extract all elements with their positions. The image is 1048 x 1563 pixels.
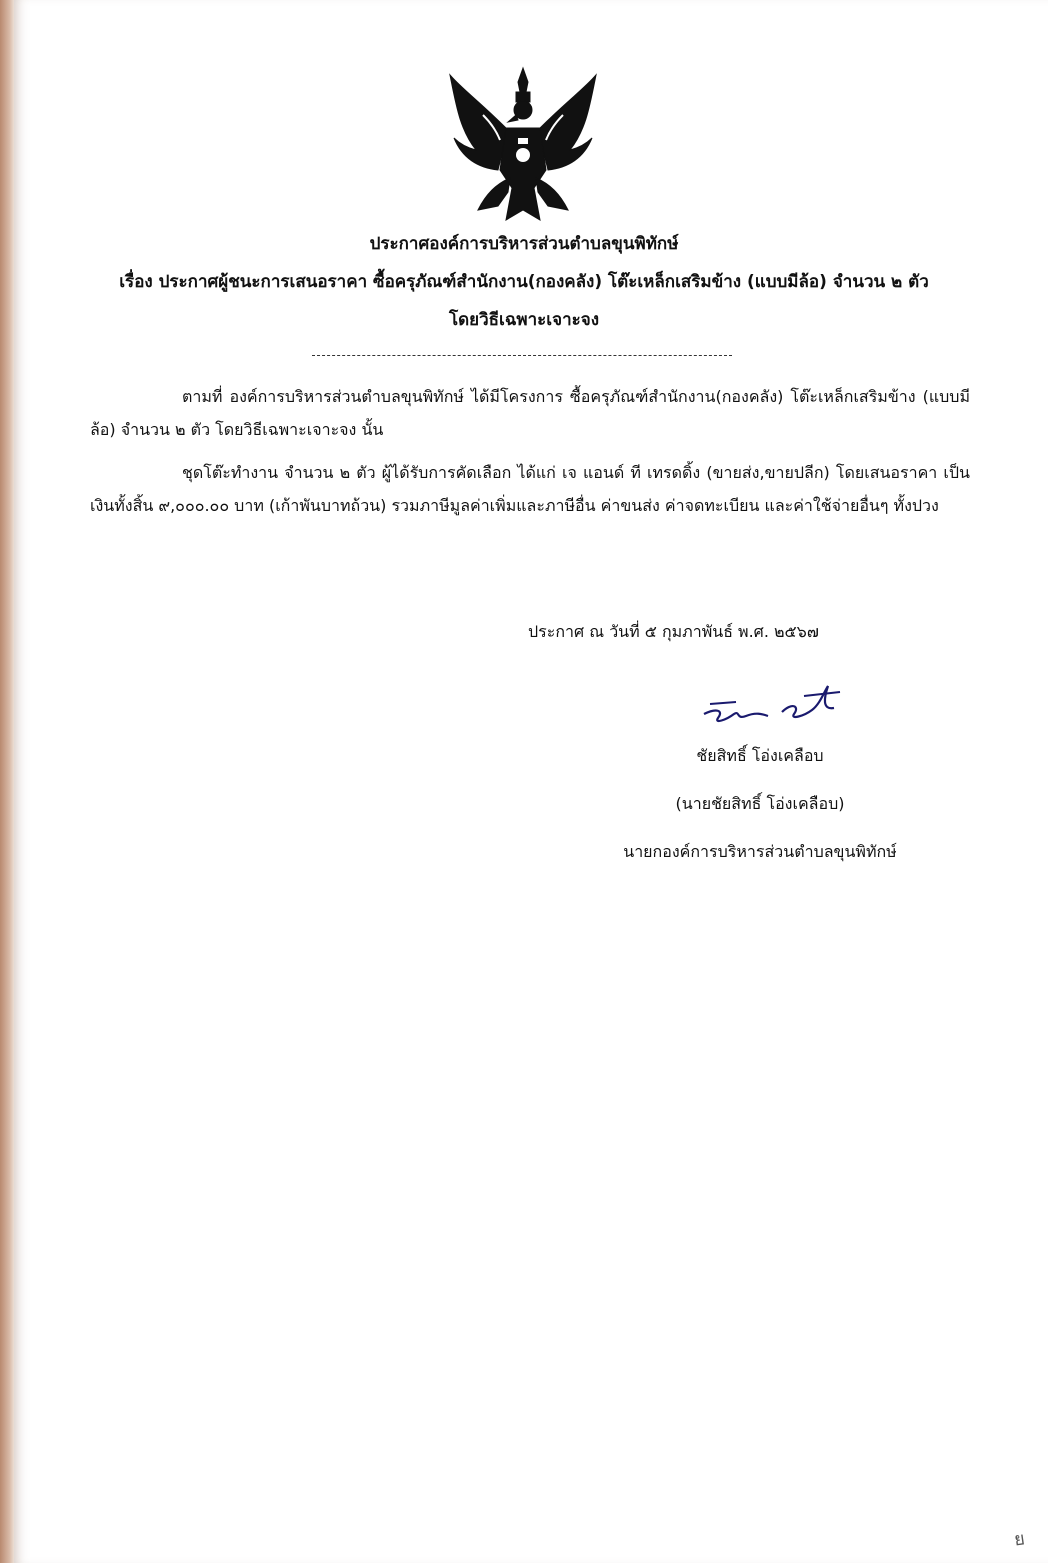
divider-line [312,355,732,356]
signer-full-name: (นายชัยสิทธิ์ โอ่งเคลือบ) [675,794,845,813]
garuda-emblem-icon [438,60,608,230]
signer-position: นายกองค์การบริหารส่วนตำบลขุนพิทักษ์ [623,842,897,861]
body-paragraph-1: ตามที่ องค์การบริหารส่วนตำบลขุนพิทักษ์ ได้มีโครงการ ซื้อครุภัณฑ์สำนักงาน(กองคลัง) โต๊ะเหล็กเสริมข้าง (แบบมีล้อ) จำนวน ๒ ตัว โดยวิธีเฉพาะเจาะจง นั้น [90,387,970,439]
corner-handwritten-mark: ย [1012,1528,1027,1551]
body-paragraph-2: ชุดโต๊ะทำงาน จำนวน ๒ ตัว ผู้ได้รับการคัดเลือก ได้แก่ เจ แอนด์ ที เทรดดิ้ง (ขายส่ง,ขายปลีก) โดยเสนอราคา เป็นเงินทั้งสิ้น ๙,๐๐๐.๐๐ บาท (เก้าพันบาทถ้วน) รวมภาษีมูลค่าเพิ่มและภาษีอื่น ค่าขนส่ง ค่าจดทะเบียน และค่าใช้จ่ายอื่นๆ ทั้งปวง [90,463,970,515]
announcement-date: ประกาศ ณ วันที่ ๕ กุมภาพันธ์ พ.ศ. ๒๕๖๗ [528,622,819,641]
signer-name: ชัยสิทธิ์ โอ่งเคลือบ [696,746,824,765]
document-title: ประกาศองค์การบริหารส่วนตำบลขุนพิทักษ์ [369,234,679,254]
procurement-method: โดยวิธีเฉพาะเจาะจง [448,310,600,330]
document-subject: เรื่อง ประกาศผู้ชนะการเสนอราคา ซื้อครุภัณฑ์สำนักงาน(กองคลัง) โต๊ะเหล็กเสริมข้าง (แบบมีล้อ) จำนวน ๒ ตัว [119,272,929,292]
handwritten-signature [696,680,846,730]
